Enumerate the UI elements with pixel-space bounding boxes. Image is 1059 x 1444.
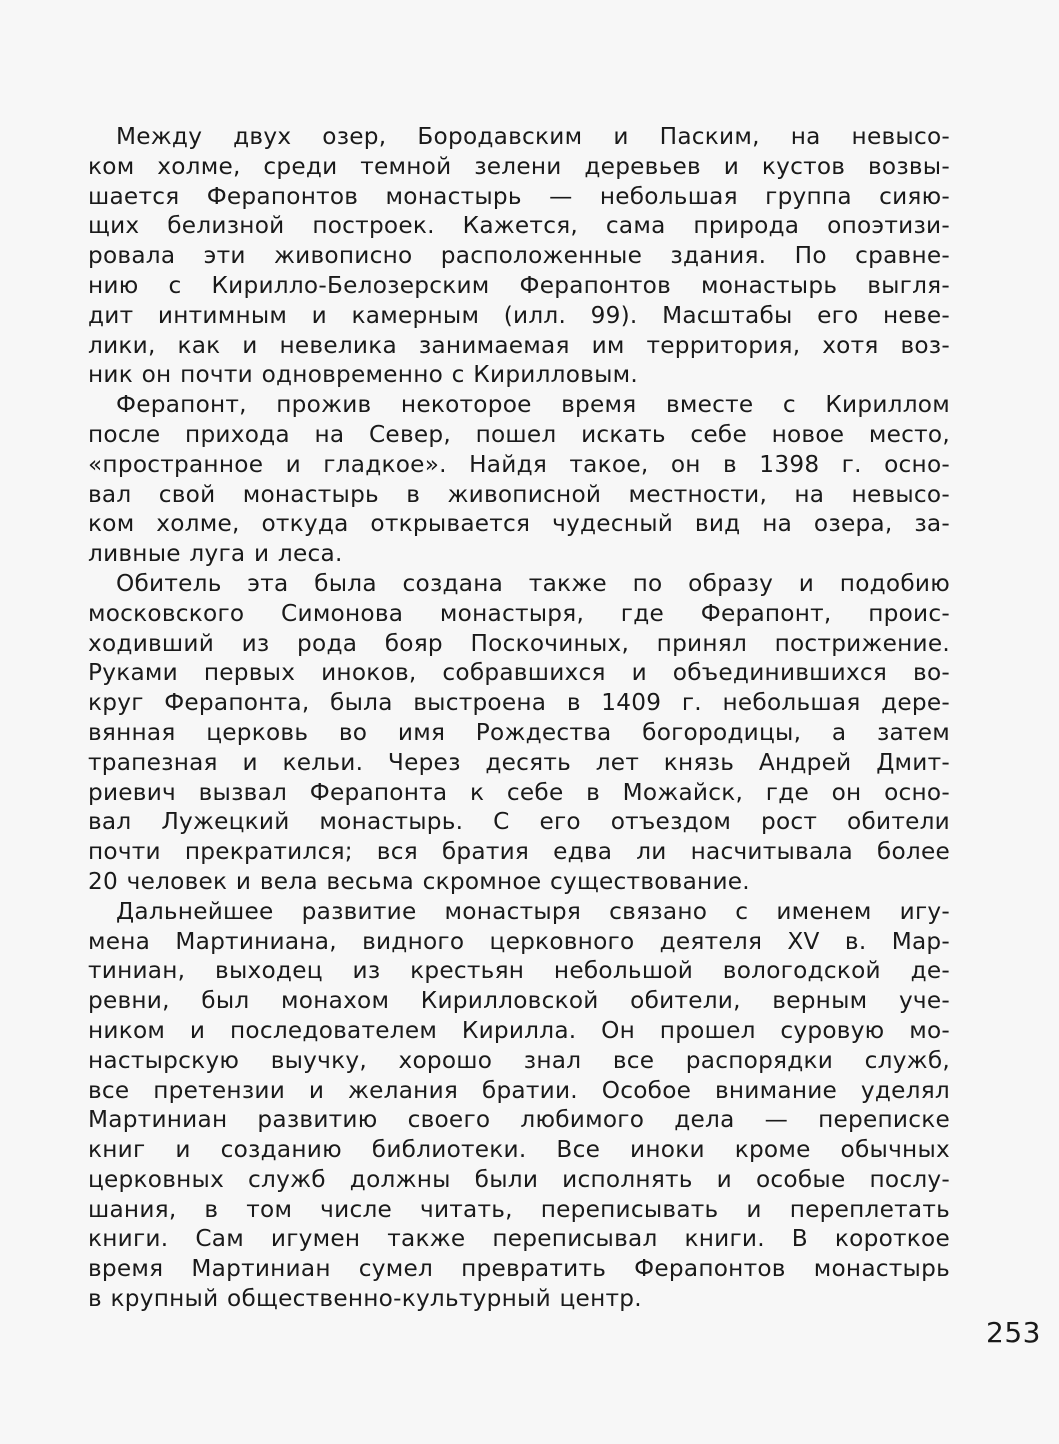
text-line: Мартиниан развитию своего любимого дела — переписке [88, 1106, 950, 1134]
text-line: риевич вызвал Ферапонта к себе в Можайск, где он осно- [88, 778, 950, 806]
text-line: вал свой монастырь в живописной местности, на невысо- [88, 480, 950, 508]
text-line: ливные луга и леса. [88, 540, 343, 568]
page-number: 253 [986, 1316, 1041, 1349]
text-line: ник он почти одновременно с Кирилловым. [88, 361, 639, 389]
text-line: Дальнейшее развитие монастыря связано с именем игу- [116, 897, 950, 925]
text-line: тиниан, выходец из крестьян небольшой вологодской де- [88, 957, 950, 985]
text-line: 20 человек и вела весьма скромное существование. [88, 867, 750, 895]
text-line: шания, в том числе читать, переписывать и переплетать [88, 1195, 950, 1223]
text-line: после прихода на Север, пошел искать себе новое место, [88, 420, 950, 448]
text-line: ходивший из рода бояр Поскочиных, принял пострижение. [88, 629, 950, 657]
text-line: книги. Сам игумен также переписывал книги. В короткое [88, 1225, 950, 1253]
text-line: круг Ферапонта, была выстроена в 1409 г. небольшая дере- [88, 689, 950, 717]
text-line: трапезная и кельи. Через десять лет князь Андрей Дмит- [88, 748, 950, 776]
text-line: ником и последователем Кирилла. Он прошел суровую мо- [88, 1016, 950, 1044]
text-line: в крупный общественно-культурный центр. [88, 1285, 642, 1313]
text-line: почти прекратился; вся братия едва ли насчитывала более [88, 838, 950, 866]
text-line: ком холме, среди темной зелени деревьев и кустов возвы- [88, 152, 950, 180]
text-line: Обитель эта была создана также по образу и подобию [116, 569, 950, 597]
paragraph [88, 390, 950, 569]
text-line: книг и созданию библиотеки. Все иноки кроме обычных [88, 1136, 950, 1164]
paragraph [88, 897, 950, 1314]
text-line: вал Лужецкий монастырь. С его отъездом рост обители [88, 808, 950, 836]
text-line: «пространное и гладкое». Найдя такое, он в 1398 г. осно- [88, 450, 950, 478]
text-line: все претензии и желания братии. Особое внимание уделял [88, 1076, 950, 1104]
text-line: нию с Кирилло-Белозерским Ферапонтов монастырь выгля- [88, 271, 950, 299]
text-line: московского Симонова монастыря, где Ферапонт, проис- [88, 599, 950, 627]
text-line: мена Мартиниана, видного церковного деятеля XV в. Мар- [88, 927, 950, 955]
text-line: шается Ферапонтов монастырь — небольшая группа сияю- [88, 182, 950, 210]
text-line: ровала эти живописно расположенные здания. По сравне- [88, 242, 950, 270]
text-line: время Мартиниан сумел превратить Ферапонтов монастырь [88, 1255, 950, 1283]
text-line: настырскую выучку, хорошо знал все распорядки служб, [88, 1046, 950, 1074]
text-line: Между двух озер, Бородавским и Паским, на невысо- [116, 123, 950, 150]
text-line: лики, как и невелика занимаемая им территория, хотя воз- [88, 331, 950, 359]
text-line: Ферапонт, прожив некоторое время вместе с Кириллом [116, 391, 950, 419]
text-line: церковных служб должны были исполнять и особые послу- [88, 1165, 950, 1193]
text-line: ревни, был монахом Кирилловской обители, верным уче- [88, 987, 950, 1015]
body-text [88, 122, 950, 1314]
paragraph [88, 569, 950, 897]
text-line: вянная церковь во имя Рождества богородицы, а затем [88, 718, 950, 746]
text-line: ком холме, откуда открывается чудесный вид на озера, за- [88, 510, 950, 538]
paragraph [88, 122, 950, 390]
text-line: дит интимным и камерным (илл. 99). Масштабы его неве- [88, 301, 950, 329]
text-line: щих белизной построек. Кажется, сама природа опоэтизи- [88, 212, 950, 240]
text-line: Руками первых иноков, собравшихся и объединившихся во- [88, 659, 950, 687]
